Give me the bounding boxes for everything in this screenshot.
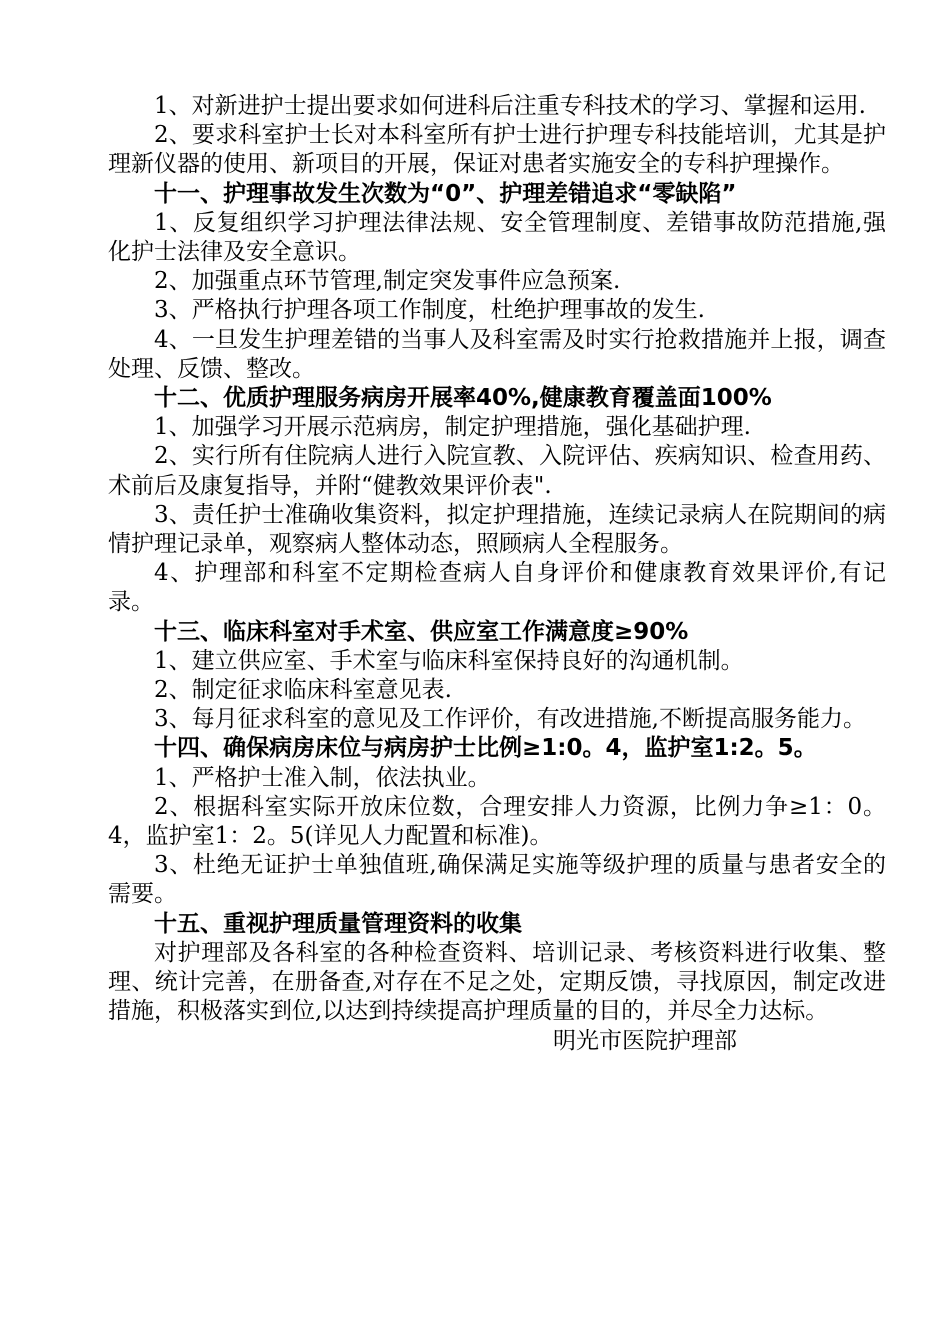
section-heading-11: 十一、护理事故发生次数为“0”、护理差错追求“零缺陷” <box>154 180 737 207</box>
paragraph-7: 1、加强学习开展示范病房，制定护理措施，强化基础护理. <box>154 414 751 441</box>
section-heading-14: 十四、确保病房床位与病房护士比例≥1:0。4，监护室1:2。5。 <box>154 735 817 762</box>
section-heading-13: 十三、临床科室对手术室、供应室工作满意度≥90% <box>154 618 689 645</box>
paragraph-17: 对护理部及各科室的各种检查资料、培训记录、考核资料进行收集、整理、统计完善，在册备查,对存在不足之处，定期反馈，寻找原因，制定改进措施，积极落实到位,以达到持续提高护理质量的目的，并尽全力达标。 <box>108 939 886 1025</box>
paragraph-16: 3、杜绝无证护士单独值班,确保满足实施等级护理的质量与患者安全的需要。 <box>108 852 886 908</box>
section-heading-12: 十二、优质护理服务病房开展率40%,健康教育覆盖面100% <box>154 385 772 412</box>
paragraph-14: 1、严格护士准入制，依法执业。 <box>154 764 491 791</box>
paragraph-6: 4、一旦发生护理差错的当事人及科室需及时实行抢救措施并上报，调查处理、反馈、整改。 <box>108 326 886 382</box>
paragraph-5: 3、严格执行护理各项工作制度，杜绝护理事故的发生. <box>154 297 705 324</box>
paragraph-12: 2、制定征求临床科室意见表. <box>154 677 452 704</box>
paragraph-13: 3、每月征求科室的意见及工作评价，有改进措施,不断提高服务能力。 <box>154 706 866 733</box>
paragraph-11: 1、建立供应室、手术室与临床科室保持良好的沟通机制。 <box>154 647 744 674</box>
document-body <box>108 92 886 1056</box>
paragraph-3: 1、反复组织学习护理法律法规、安全管理制度、差错事故防范措施,强化护士法律及安全意识。 <box>108 209 886 266</box>
paragraph-4: 2、加强重点环节管理,制定突发事件应急预案. <box>154 268 621 295</box>
paragraph-8: 2、实行所有住院病人进行入院宣教、入院评估、疾病知识、检查用药、术前后及康复指导，并附“健教效果评价表". <box>108 443 886 499</box>
paragraph-10: 4、护理部和科室不定期检查病人自身评价和健康教育效果评价,有记录。 <box>108 560 886 616</box>
section-heading-15: 十五、重视护理质量管理资料的收集 <box>154 910 522 937</box>
paragraph-9: 3、责任护士准确收集资料，拟定护理措施，连续记录病人在院期间的病情护理记录单，观察病人整体动态，照顾病人全程服务。 <box>108 501 886 558</box>
paragraph-2: 2、要求科室护士长对本科室所有护士进行护理专科技能培训，尤其是护理新仪器的使用、新项目的开展，保证对患者实施安全的专科护理操作。 <box>108 122 886 178</box>
signature: 明光市医院护理部 <box>553 1027 737 1054</box>
paragraph-15: 2、根据科室实际开放床位数，合理安排人力资源，比例力争≥1：0。4，监护室1：2。5(详见人力配置和标准)。 <box>108 793 886 850</box>
paragraph-1: 1、对新进护士提出要求如何进科后注重专科技术的学习、掌握和运用. <box>154 93 866 119</box>
